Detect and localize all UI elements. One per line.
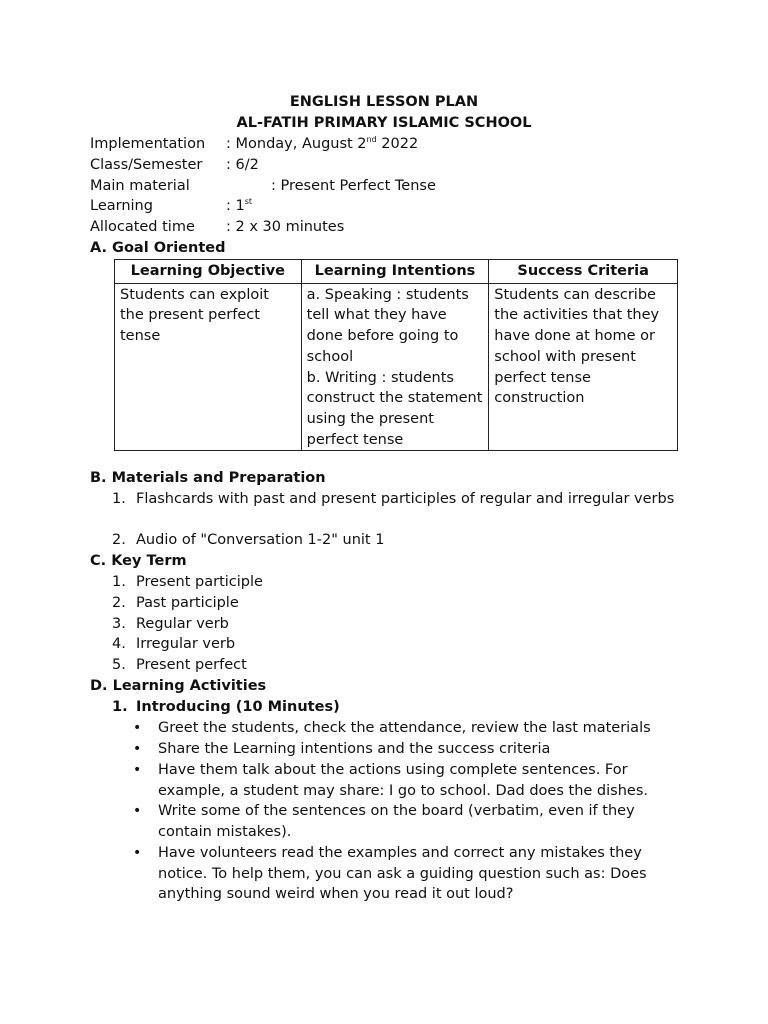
school-name: AL-FATIH PRIMARY ISLAMIC SCHOOL (236, 115, 532, 131)
cell-learning-objective: Students can exploit the present perfect tense (115, 283, 302, 451)
class-label: Class/Semester (90, 157, 203, 173)
intention-speaking: a. Speaking : students tell what they have done before going to school (306, 286, 469, 365)
header-learning-intentions: Learning Intentions (301, 260, 489, 284)
goal-table-row (115, 283, 678, 451)
learning-row (90, 196, 253, 216)
time-label: Allocated time (90, 219, 195, 235)
material-label: Main material (90, 178, 190, 194)
goal-table (114, 259, 678, 451)
implementation-row (90, 134, 419, 154)
implementation-value: : Monday, August 2nd 2022 (226, 135, 419, 152)
implementation-label: Implementation (90, 136, 206, 152)
document-title: ENGLISH LESSON PLAN (289, 94, 479, 110)
intention-writing: b. Writing : students construct the statement using the present perfect tense (306, 369, 483, 448)
section-a-heading: A. Goal Oriented (90, 240, 226, 256)
goal-table-header (115, 260, 678, 284)
time-row (90, 217, 345, 237)
cell-success-criteria: Students can describe the activities that they have done at home or school with present perfect tense construction (489, 283, 678, 451)
lesson-plan-page: ENGLISH LESSON PLAN AL-FATIH PRIMARY ISLAMIC SCHOOL Implementation : Monday, August 2nd 2022 Class/Semester : 6/2 Main material : Present Perfect Tense Learning : 1st Allocated time : 2 x 30 minutes A. Goal Oriented Learning Objective Learning Intentions Success Criteria Students can exploit the present perfect tense a. Speaking : students tell what they have done before going to school b. Writing : students construct the statement using the present perfect tense Students can describe the activities that they have done at home or school with present perfect tense construction B. Materials and Preparation 1. Flashcards with past and present participles of regular and irregular verbs 2. Audio of "Conversation 1-2" unit 1 C. Key Term 1. Present participle 2. Past participle 3. Regular verb 4. Irregular verb 5. Present perfect D. Learning Activities 1. Introducing (10 Minutes) • Greet the students, check the attendance, review the last materials • Share the Learning intentions and the success criteria • Have them talk about the actions using complete sentences. For example, a student may share: I go to school. Dad does the dishes. • Write some of the sentences on the board (verbatim, even if they contain mistakes). • Have volunteers read the examples and correct any mistakes they notice. To help them, you can ask a guiding question such as: Does anything sound weird when you read it out loud? (0, 0, 768, 1024)
material-row (90, 176, 436, 196)
cell-learning-intentions (301, 283, 489, 451)
header-success-criteria: Success Criteria (489, 260, 678, 284)
class-row (90, 155, 259, 175)
section-b-heading: B. Materials and Preparation (90, 470, 326, 486)
header-learning-objective: Learning Objective (115, 260, 302, 284)
learning-label: Learning (90, 198, 153, 214)
material-value: : Present Perfect Tense (271, 178, 436, 194)
class-value: : 6/2 (226, 157, 259, 173)
time-value: : 2 x 30 minutes (226, 219, 345, 235)
section-c-heading: C. Key Term (90, 553, 187, 569)
section-d-heading: D. Learning Activities (90, 678, 267, 694)
learning-value: : 1st (226, 197, 253, 214)
